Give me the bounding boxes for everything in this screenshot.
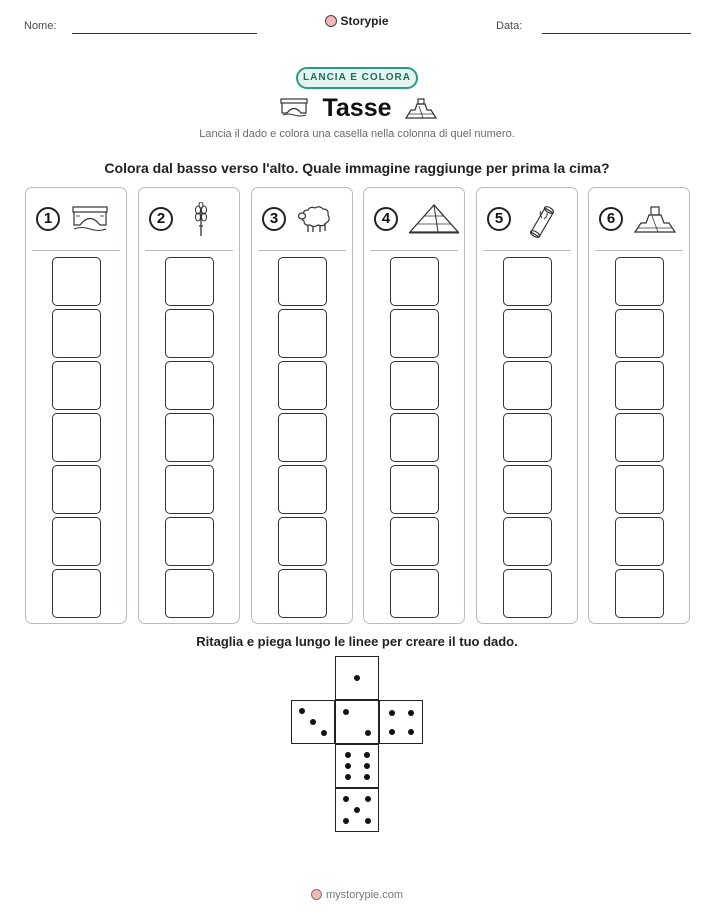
color-cell[interactable] — [52, 361, 101, 410]
die-pip — [389, 710, 395, 716]
column-1 — [25, 187, 127, 624]
step-pyramid-icon — [404, 96, 438, 120]
name-line[interactable] — [72, 33, 257, 34]
column-divider — [483, 250, 571, 251]
date-label: Data: — [496, 20, 523, 32]
color-cell[interactable] — [390, 257, 439, 306]
color-cell[interactable] — [615, 569, 664, 618]
color-cell[interactable] — [165, 309, 214, 358]
bridge-icon — [70, 202, 110, 234]
die-pip — [343, 818, 349, 824]
column-number: 6 — [599, 207, 623, 231]
sheep-icon — [296, 202, 336, 236]
color-cell[interactable] — [615, 361, 664, 410]
die-pip — [354, 807, 360, 813]
scroll-icon — [521, 202, 561, 240]
storypie-logo-icon — [325, 15, 337, 27]
color-cell[interactable] — [390, 465, 439, 514]
color-cell[interactable] — [278, 465, 327, 514]
color-cell[interactable] — [503, 517, 552, 566]
color-cell[interactable] — [52, 517, 101, 566]
color-cell[interactable] — [165, 361, 214, 410]
color-cell[interactable] — [503, 569, 552, 618]
color-cell[interactable] — [615, 309, 664, 358]
die-pip — [345, 752, 351, 758]
column-number: 1 — [36, 207, 60, 231]
brand — [0, 14, 714, 28]
die-pip — [364, 752, 370, 758]
die-pip — [408, 710, 414, 716]
color-cell[interactable] — [165, 413, 214, 462]
name-label: Nome: — [24, 20, 57, 32]
color-cell[interactable] — [615, 465, 664, 514]
color-cell[interactable] — [278, 413, 327, 462]
color-cell[interactable] — [52, 309, 101, 358]
die-pip — [365, 730, 371, 736]
die-face-2[interactable] — [335, 700, 379, 744]
color-cell[interactable] — [165, 465, 214, 514]
color-cell[interactable] — [165, 257, 214, 306]
color-cell[interactable] — [390, 361, 439, 410]
color-cell[interactable] — [278, 361, 327, 410]
color-cell[interactable] — [615, 257, 664, 306]
die-pip — [364, 774, 370, 780]
color-cell[interactable] — [52, 257, 101, 306]
color-cell[interactable] — [278, 569, 327, 618]
die-face-1[interactable] — [335, 656, 379, 700]
color-cell[interactable] — [503, 413, 552, 462]
die-pip — [343, 796, 349, 802]
column-3 — [251, 187, 353, 624]
column-divider — [595, 250, 683, 251]
color-cell[interactable] — [390, 569, 439, 618]
die-pip — [345, 763, 351, 769]
activity-badge: LANCIA E COLORA — [296, 67, 418, 89]
color-cell[interactable] — [390, 413, 439, 462]
die-face-3[interactable] — [291, 700, 335, 744]
color-cell[interactable] — [278, 257, 327, 306]
color-cell[interactable] — [278, 309, 327, 358]
die-pip — [365, 796, 371, 802]
color-cell[interactable] — [165, 517, 214, 566]
color-cell[interactable] — [503, 257, 552, 306]
die-pip — [364, 763, 370, 769]
column-number: 4 — [374, 207, 398, 231]
step-pyramid-icon — [633, 202, 677, 236]
color-cell[interactable] — [165, 569, 214, 618]
pyramid-icon — [408, 202, 460, 236]
storypie-logo-icon — [311, 889, 322, 900]
footer — [0, 889, 714, 901]
column-divider — [145, 250, 233, 251]
die-pip — [365, 818, 371, 824]
color-cell[interactable] — [615, 517, 664, 566]
page-title: Tasse — [322, 94, 392, 122]
column-number: 2 — [149, 207, 173, 231]
instruction: Colora dal basso verso l'alto. Quale immagine raggiunge per prima la cima? — [104, 160, 610, 176]
die-pip — [299, 708, 305, 714]
color-cell[interactable] — [615, 413, 664, 462]
date-line[interactable] — [542, 33, 691, 34]
die-pip — [321, 730, 327, 736]
color-cell[interactable] — [52, 569, 101, 618]
die-pip — [345, 774, 351, 780]
die-pip — [408, 729, 414, 735]
column-divider — [258, 250, 346, 251]
die-face-5[interactable] — [335, 788, 379, 832]
subtitle: Lancia il dado e colora una casella nella colonna di quel numero. — [199, 128, 515, 140]
color-cell[interactable] — [503, 465, 552, 514]
die-face-6[interactable] — [335, 744, 379, 788]
cut-instruction: Ritaglia e piega lungo le linee per creare il tuo dado. — [196, 634, 518, 649]
brand-name: Storypie — [340, 14, 389, 28]
column-divider — [370, 250, 458, 251]
color-cell[interactable] — [390, 517, 439, 566]
color-cell[interactable] — [52, 413, 101, 462]
die-pip — [389, 729, 395, 735]
color-cell[interactable] — [278, 517, 327, 566]
column-6 — [588, 187, 690, 624]
die-face-4[interactable] — [379, 700, 423, 744]
footer-url[interactable]: mystorypie.com — [325, 889, 404, 901]
die-pip — [354, 675, 360, 681]
column-5 — [476, 187, 578, 624]
column-number: 3 — [262, 207, 286, 231]
wheat-icon — [183, 202, 223, 238]
die-pip — [343, 709, 349, 715]
column-divider — [32, 250, 120, 251]
color-cell[interactable] — [503, 361, 552, 410]
column-number: 5 — [487, 207, 511, 231]
column-4 — [363, 187, 465, 624]
color-cell[interactable] — [390, 309, 439, 358]
color-cell[interactable] — [52, 465, 101, 514]
die-pip — [310, 719, 316, 725]
color-cell[interactable] — [503, 309, 552, 358]
column-2 — [138, 187, 240, 624]
